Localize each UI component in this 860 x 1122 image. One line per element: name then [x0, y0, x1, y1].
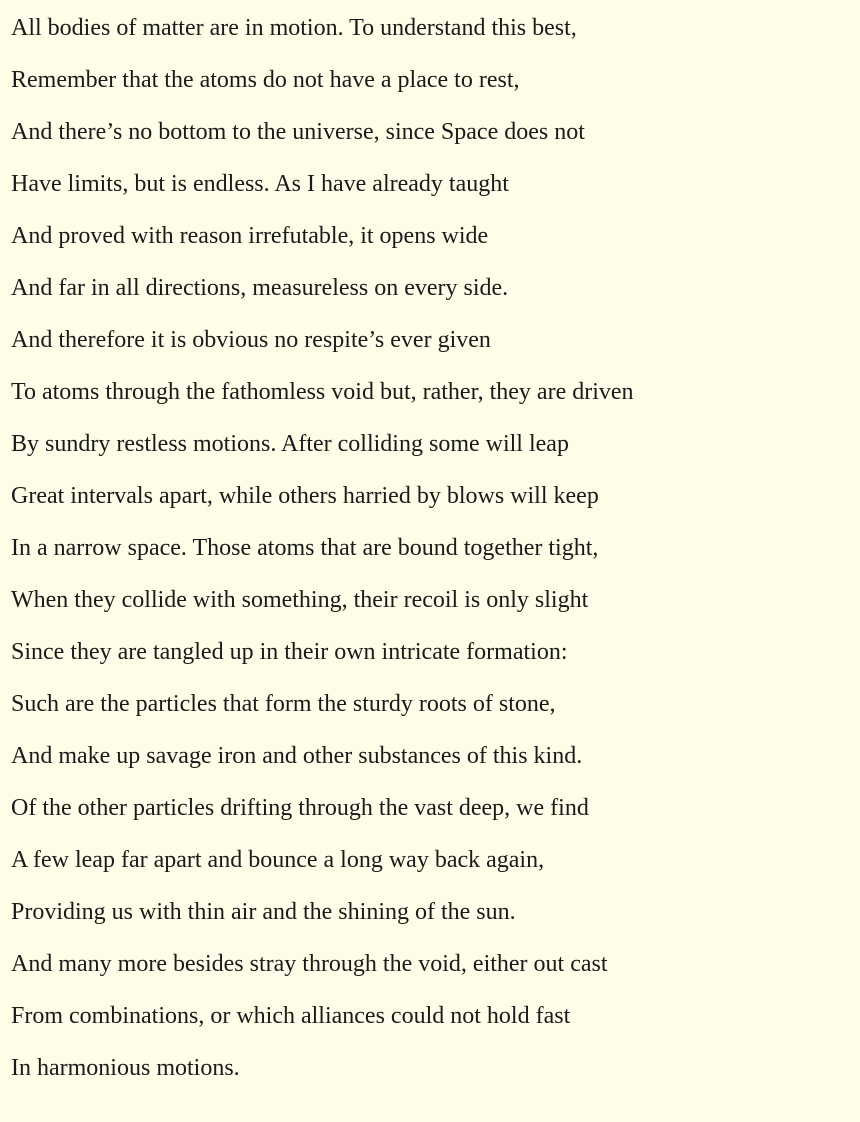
poem-line: To atoms through the fathomless void but, rather, they are driven [11, 379, 634, 405]
poem-line: From combinations, or which alliances could not hold fast [11, 1003, 571, 1029]
poem-line: And many more besides stray through the void, either out cast [11, 951, 608, 977]
poem-line: Great intervals apart, while others harried by blows will keep [11, 483, 599, 509]
poem-line: Remember that the atoms do not have a place to rest, [11, 67, 520, 93]
poem-line: And proved with reason irrefutable, it opens wide [11, 223, 489, 249]
poem-line: Since they are tangled up in their own intricate formation: [11, 639, 568, 665]
poem-line: Such are the particles that form the sturdy roots of stone, [11, 691, 556, 717]
poem-line: And therefore it is obvious no respite’s ever given [11, 327, 491, 353]
poem-line: And make up savage iron and other substances of this kind. [11, 743, 583, 769]
poem-line: And far in all directions, measureless on every side. [11, 275, 509, 301]
poem-line: A few leap far apart and bounce a long way back again, [11, 847, 545, 873]
poem-line: Providing us with thin air and the shining of the sun. [11, 899, 516, 925]
poem-line: In harmonious motions. [11, 1055, 240, 1081]
poem-line: Of the other particles drifting through the vast deep, we find [11, 795, 589, 821]
poem-line: And there’s no bottom to the universe, since Space does not [11, 119, 585, 145]
poem-line: By sundry restless motions. After colliding some will leap [11, 431, 569, 457]
poem-line: In a narrow space. Those atoms that are bound together tight, [11, 535, 599, 561]
poem-line: All bodies of matter are in motion. To understand this best, [11, 15, 577, 41]
poem-line: When they collide with something, their recoil is only slight [11, 587, 589, 613]
poem-line: Have limits, but is endless. As I have already taught [11, 171, 509, 197]
